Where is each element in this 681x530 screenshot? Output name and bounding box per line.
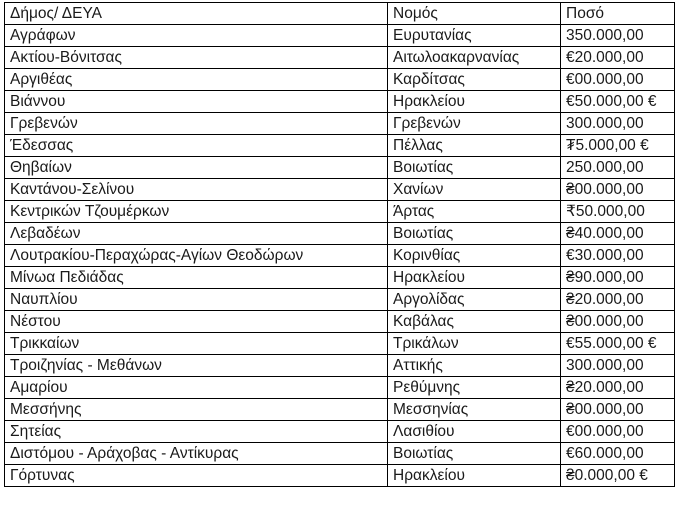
amount-cell[interactable]: €20.000,00 <box>561 47 675 69</box>
prefecture-cell[interactable]: Πέλλας <box>388 135 561 157</box>
table-row <box>5 333 675 355</box>
amount-cell[interactable]: ₴0.000,00 € <box>561 465 675 487</box>
municipality-cell[interactable]: Βιάννου <box>5 91 388 113</box>
prefecture-cell[interactable]: Ηρακλείου <box>388 267 561 289</box>
municipality-cell[interactable]: Λουτρακίου-Περαχώρας-Αγίων Θεοδώρων <box>5 245 388 267</box>
prefecture-cell[interactable]: Λασιθίου <box>388 421 561 443</box>
municipality-cell[interactable]: Μεσσήνης <box>5 399 388 421</box>
municipality-cell[interactable]: Λεβαδέων <box>5 223 388 245</box>
table-row <box>5 69 675 91</box>
prefecture-cell[interactable]: Βοιωτίας <box>388 443 561 465</box>
prefecture-cell[interactable]: Ρεθύμνης <box>388 377 561 399</box>
amount-cell[interactable]: ₴20.000,00 <box>561 377 675 399</box>
prefecture-cell[interactable]: Χανίων <box>388 179 561 201</box>
municipality-cell[interactable]: Ναυπλίου <box>5 289 388 311</box>
table-row <box>5 47 675 69</box>
municipality-cell[interactable]: Καντάνου-Σελίνου <box>5 179 388 201</box>
amount-cell[interactable]: 250.000,00 <box>561 157 675 179</box>
amount-cell[interactable]: €50.000,00 € <box>561 91 675 113</box>
prefecture-cell[interactable]: Βοιωτίας <box>388 223 561 245</box>
prefecture-cell[interactable]: Κορινθίας <box>388 245 561 267</box>
prefecture-cell[interactable]: Αιτωλοακαρνανίας <box>388 47 561 69</box>
prefecture-cell[interactable]: Αττικής <box>388 355 561 377</box>
municipality-cell[interactable]: Μίνωα Πεδιάδας <box>5 267 388 289</box>
amount-cell[interactable]: ₴00.000,00 <box>561 311 675 333</box>
table-row <box>5 355 675 377</box>
prefecture-cell[interactable]: Ηρακλείου <box>388 465 561 487</box>
prefecture-cell[interactable]: Ευρυτανίας <box>388 25 561 47</box>
table-row <box>5 91 675 113</box>
amount-cell[interactable]: ₹50.000,00 <box>561 201 675 223</box>
table-row <box>5 179 675 201</box>
municipality-cell[interactable]: Έδεσσας <box>5 135 388 157</box>
spreadsheet <box>4 2 681 487</box>
amount-cell[interactable]: €55.000,00 € <box>561 333 675 355</box>
funding-table <box>4 2 675 487</box>
table-row <box>5 465 675 487</box>
prefecture-cell[interactable]: Άρτας <box>388 201 561 223</box>
table-row <box>5 201 675 223</box>
municipality-cell[interactable]: Νέστου <box>5 311 388 333</box>
amount-cell[interactable]: €00.000,00 <box>561 421 675 443</box>
amount-cell[interactable]: ₴40.000,00 <box>561 223 675 245</box>
header-amount[interactable]: Ποσό <box>561 3 675 25</box>
amount-cell[interactable]: 350.000,00 <box>561 25 675 47</box>
amount-cell[interactable]: ₮5.000,00 € <box>561 135 675 157</box>
table-row <box>5 443 675 465</box>
prefecture-cell[interactable]: Βοιωτίας <box>388 157 561 179</box>
municipality-cell[interactable]: Γρεβενών <box>5 113 388 135</box>
municipality-cell[interactable]: Σητείας <box>5 421 388 443</box>
table-row <box>5 223 675 245</box>
table-row <box>5 289 675 311</box>
amount-cell[interactable]: 300.000,00 <box>561 113 675 135</box>
table-row <box>5 157 675 179</box>
amount-cell[interactable]: €00.000,00 <box>561 69 675 91</box>
table-row <box>5 377 675 399</box>
amount-cell[interactable]: €60.000,00 <box>561 443 675 465</box>
amount-cell[interactable]: ₴00.000,00 <box>561 179 675 201</box>
header-row <box>5 3 675 25</box>
table-row <box>5 135 675 157</box>
table-row <box>5 311 675 333</box>
municipality-cell[interactable]: Αγράφων <box>5 25 388 47</box>
municipality-cell[interactable]: Τρικκαίων <box>5 333 388 355</box>
table-row <box>5 25 675 47</box>
municipality-cell[interactable]: Διστόμου - Αράχοβας - Αντίκυρας <box>5 443 388 465</box>
municipality-cell[interactable]: Γόρτυνας <box>5 465 388 487</box>
prefecture-cell[interactable]: Γρεβενών <box>388 113 561 135</box>
amount-cell[interactable]: ₴00.000,00 <box>561 399 675 421</box>
amount-cell[interactable]: €30.000,00 <box>561 245 675 267</box>
header-prefecture[interactable]: Νομός <box>388 3 561 25</box>
table-row <box>5 245 675 267</box>
table-row <box>5 267 675 289</box>
municipality-cell[interactable]: Τροιζηνίας - Μεθάνων <box>5 355 388 377</box>
prefecture-cell[interactable]: Αργολίδας <box>388 289 561 311</box>
amount-cell[interactable]: ₴90.000,00 <box>561 267 675 289</box>
header-municipality[interactable]: Δήμος/ ΔΕΥΑ <box>5 3 388 25</box>
municipality-cell[interactable]: Αμαρίου <box>5 377 388 399</box>
municipality-cell[interactable]: Ακτίου-Βόνιτσας <box>5 47 388 69</box>
prefecture-cell[interactable]: Καρδίτσας <box>388 69 561 91</box>
amount-cell[interactable]: 300.000,00 <box>561 355 675 377</box>
prefecture-cell[interactable]: Μεσσηνίας <box>388 399 561 421</box>
table-row <box>5 113 675 135</box>
prefecture-cell[interactable]: Καβάλας <box>388 311 561 333</box>
table-row <box>5 421 675 443</box>
table-row <box>5 399 675 421</box>
amount-cell[interactable]: ₴20.000,00 <box>561 289 675 311</box>
municipality-cell[interactable]: Αργιθέας <box>5 69 388 91</box>
municipality-cell[interactable]: Κεντρικών Τζουμέρκων <box>5 201 388 223</box>
prefecture-cell[interactable]: Τρικάλων <box>388 333 561 355</box>
municipality-cell[interactable]: Θηβαίων <box>5 157 388 179</box>
prefecture-cell[interactable]: Ηρακλείου <box>388 91 561 113</box>
